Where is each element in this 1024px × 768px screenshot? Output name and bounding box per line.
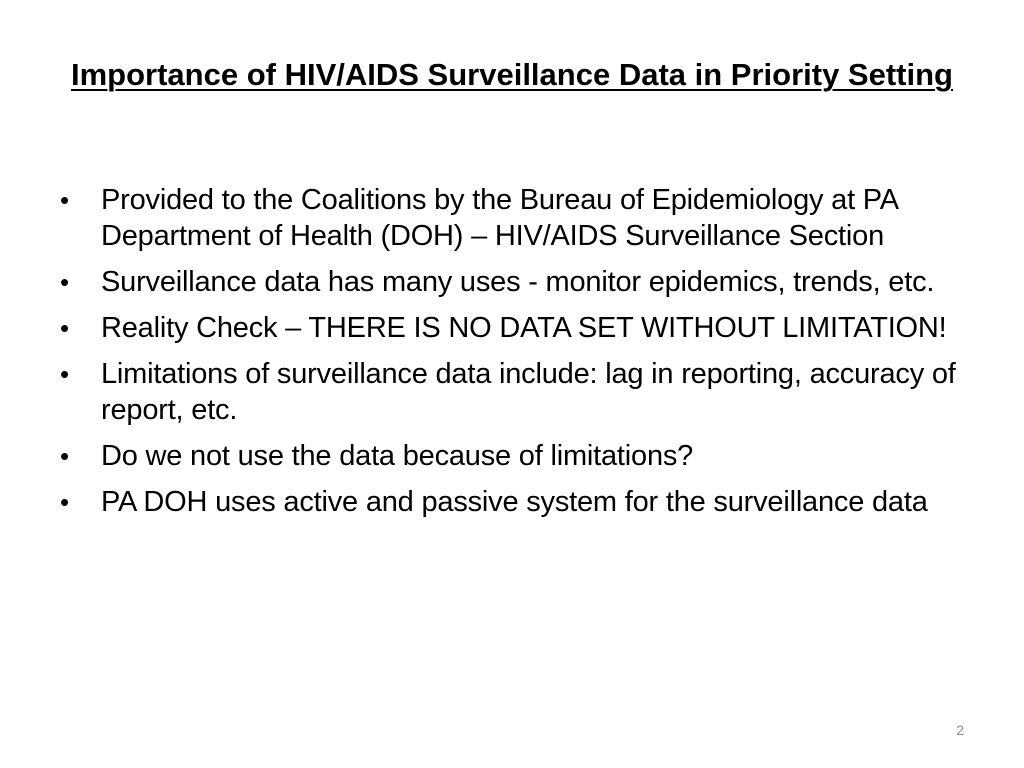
bullet-dot-icon: • [60, 267, 69, 297]
bullet-dot-icon: • [60, 313, 69, 343]
bullet-dot-icon: • [60, 441, 69, 471]
bullet-item-2 [58, 264, 958, 300]
bullet-list [58, 182, 958, 530]
bullet-item-5 [58, 438, 958, 474]
bullet-text-6: PA DOH uses active and passive system for the surveillance data [101, 486, 928, 518]
slide-title: Importance of HIV/AIDS Surveillance Data in Priority Setting [71, 57, 953, 92]
bullet-text-1: Provided to the Coalitions by the Bureau of Epidemiology at PA Department of Health (DOH) – HIV/AIDS Surveillance Section [101, 184, 898, 252]
bullet-text-3: Reality Check – THERE IS NO DATA SET WITHOUT LIMITATION! [101, 312, 947, 344]
bullet-item-3 [58, 310, 958, 346]
bullet-text-5: Do we not use the data because of limitations? [101, 440, 694, 472]
bullet-dot-icon: • [60, 359, 69, 389]
bullet-dot-icon: • [60, 487, 69, 517]
bullet-text-2: Surveillance data has many uses - monitor epidemics, trends, etc. [101, 266, 935, 298]
bullet-item-6 [58, 484, 958, 520]
bullet-dot-icon: • [60, 185, 69, 215]
bullet-text-4: Limitations of surveillance data include: lag in reporting, accuracy of report, etc. [101, 358, 956, 426]
bullet-item-1 [58, 182, 958, 254]
page-number: 2 [956, 722, 964, 738]
bullet-item-4 [58, 356, 958, 428]
